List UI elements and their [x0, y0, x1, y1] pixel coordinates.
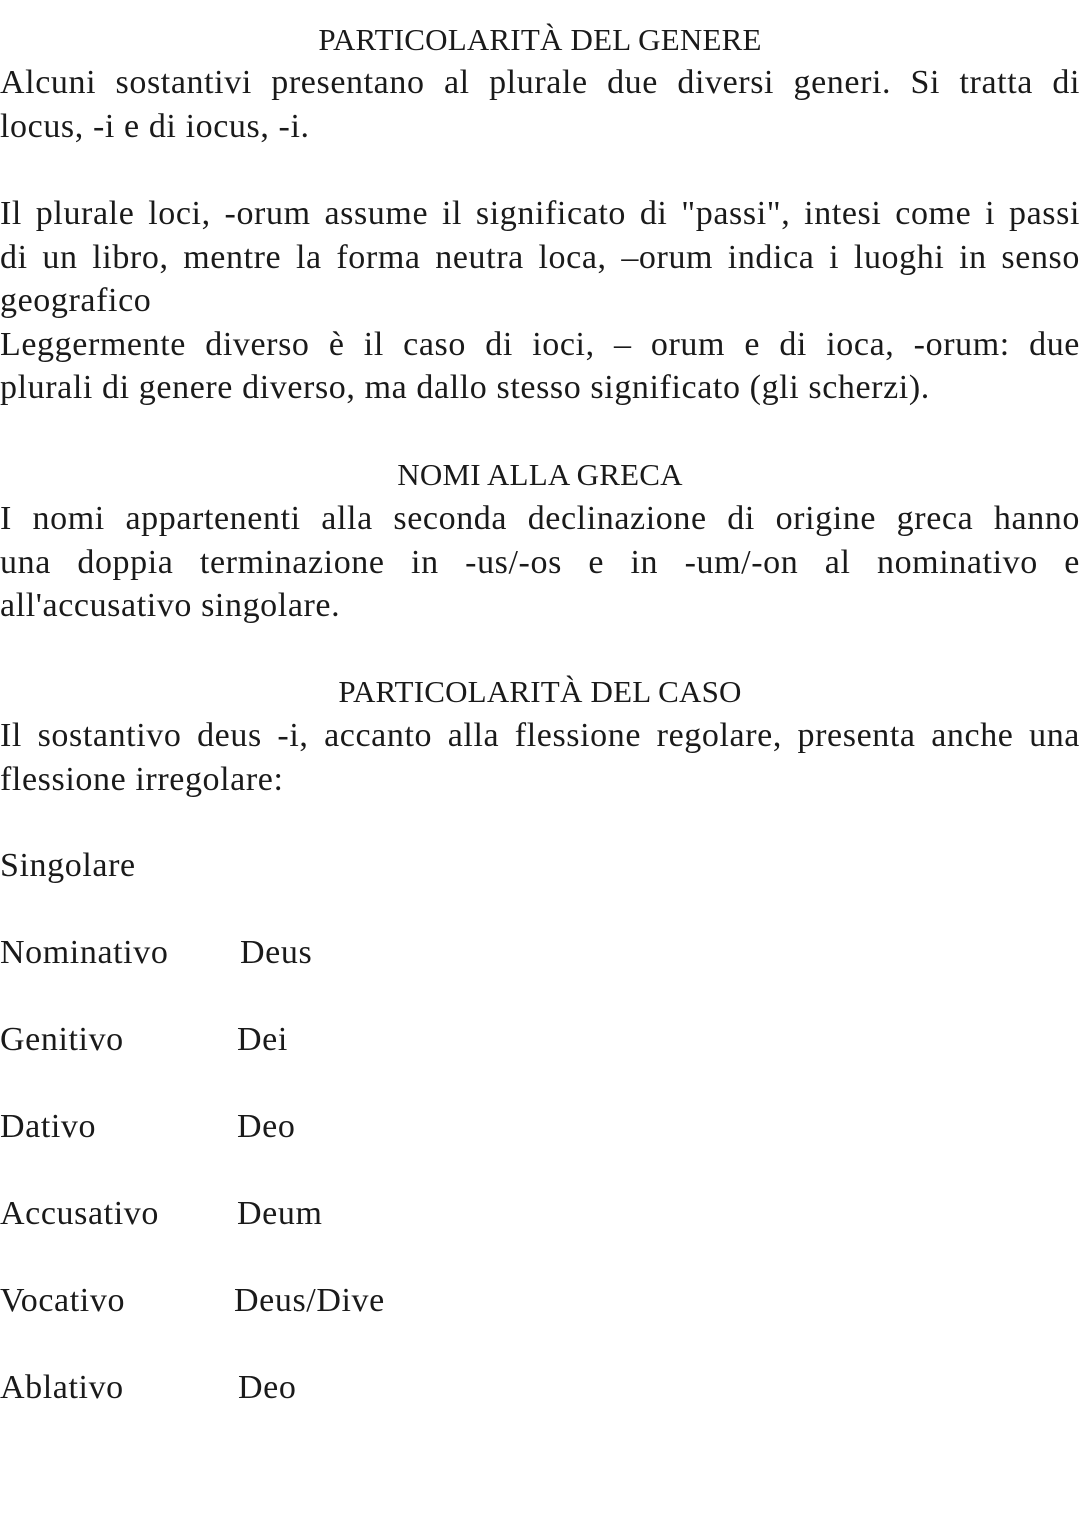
case-form: Deus: [240, 934, 313, 971]
text-line: locus, -i e di iocus, -i.: [0, 107, 310, 145]
declension-row-vocativo: [0, 1281, 700, 1321]
text-line: all'accusativo singolare.: [0, 587, 341, 624]
text-line: geografico: [0, 282, 152, 319]
paragraph-greca: [0, 497, 1080, 628]
paragraph-genere-intro: [0, 61, 1080, 148]
declension-row-accusativo: [0, 1194, 700, 1234]
declension-row-genitivo: [0, 1020, 700, 1060]
heading-particolarita-genere: PARTICOLARITÀ DEL GENERE: [318, 22, 762, 57]
declension-row-nominativo: [0, 933, 700, 973]
text-line: I nomi appartenenti alla seconda declinazione di origine greca hanno: [0, 500, 1080, 537]
case-name: Vocativo: [0, 1282, 126, 1319]
text-line: plurali di genere diverso, ma dallo stesso significato (gli scherzi).: [0, 369, 930, 406]
heading-particolarita-caso: PARTICOLARITÀ DEL CASO: [338, 674, 742, 709]
case-form: Deus/Dive: [234, 1282, 385, 1319]
declension-row-dativo: [0, 1107, 700, 1147]
case-name: Nominativo: [0, 934, 169, 971]
text-line: Il plurale loci, -orum assume il significato di "passi", intesi come i passi: [0, 195, 1080, 232]
case-form: Deo: [237, 1108, 296, 1145]
case-form: Deo: [238, 1369, 297, 1406]
text-line: di un libro, mentre la forma neutra loca, –orum indica i luoghi in senso: [0, 238, 1080, 276]
heading-nomi-alla-greca: NOMI ALLA GRECA: [397, 457, 683, 492]
case-name: Ablativo: [0, 1369, 124, 1406]
case-form: Dei: [237, 1021, 288, 1058]
text-line: Il sostantivo deus -i, accanto alla flessione regolare, presenta anche una: [0, 717, 1080, 754]
text-line: una doppia terminazione in -us/-os e in -um/-on al nominativo e: [0, 543, 1080, 581]
declension-row-ablativo: [0, 1368, 700, 1408]
case-form: Deum: [237, 1195, 323, 1232]
text-line: Leggermente diverso è il caso di ioci, – orum e di ioca, -orum: due: [0, 325, 1080, 363]
case-name: Genitivo: [0, 1021, 124, 1058]
text-line: flessione irregolare:: [0, 760, 284, 798]
singolare-label: Singolare: [0, 847, 136, 884]
paragraph-caso: [0, 714, 1080, 801]
case-name: Dativo: [0, 1108, 97, 1145]
paragraph-genere-loci-ioci: [0, 192, 1080, 410]
text-line: Alcuni sostantivi presentano al plurale due diversi generi. Si tratta di: [0, 64, 1080, 101]
case-name: Accusativo: [0, 1195, 159, 1232]
